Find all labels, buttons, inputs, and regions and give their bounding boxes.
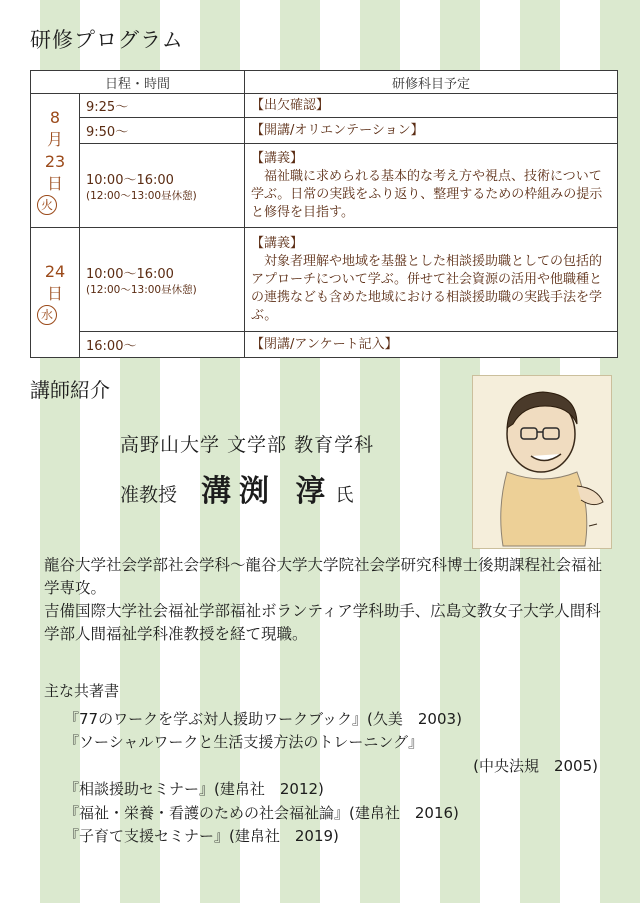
subject-head: 【出欠確認】 bbox=[251, 97, 330, 113]
subject-cell bbox=[245, 332, 618, 358]
weekday-badge: 火 bbox=[37, 195, 57, 215]
instructor-honorific: 氏 bbox=[335, 485, 354, 506]
works-list-section bbox=[44, 680, 604, 849]
date-day: 24 bbox=[44, 261, 66, 281]
table-row bbox=[31, 332, 618, 358]
works-list bbox=[44, 708, 604, 849]
table-row bbox=[31, 94, 618, 118]
instructor-caricature-image bbox=[472, 375, 612, 549]
list-item: 『77のワークを学ぶ対人援助ワークブック』(久美 2003) bbox=[64, 709, 462, 728]
subject-head: 【講義】 bbox=[251, 235, 304, 251]
header-time: 日程・時間 bbox=[31, 71, 245, 94]
date-day-unit: 日 bbox=[46, 173, 63, 193]
date-month-unit: 月 bbox=[46, 129, 63, 149]
instructor-name-line bbox=[120, 466, 353, 510]
table-header-row bbox=[31, 71, 618, 94]
date-day: 23 bbox=[44, 151, 66, 171]
table-row bbox=[31, 118, 618, 144]
subject-head: 【開講/オリエンテーション】 bbox=[251, 122, 424, 138]
subject-desc: 福祉職に求められる基本的な考え方や視点、技術について学ぶ。日常の実践をふり返り、整理するための枠組みの提示と修得を目指す。 bbox=[251, 168, 603, 220]
time-cell: 16:00～ bbox=[80, 332, 245, 358]
instructor-bio bbox=[44, 554, 614, 646]
time-sub: (12:00～13:00昼休憩) bbox=[86, 283, 197, 296]
subject-head: 【閉講/アンケート記入】 bbox=[251, 336, 398, 352]
time-cell: 9:50～ bbox=[80, 118, 245, 144]
header-subject: 研修科目予定 bbox=[245, 71, 618, 94]
subject-cell bbox=[245, 144, 618, 228]
time-main: 10:00～16:00 bbox=[86, 172, 174, 188]
table-row bbox=[31, 228, 618, 332]
instructor-name: 溝渕 淳 bbox=[201, 474, 334, 509]
list-item: 『福祉・栄養・看護のための社会福祉論』(建帛社 2016) bbox=[64, 803, 459, 822]
instructor-heading: 講師紹介 bbox=[30, 378, 110, 402]
list-item: 『子育て支援セミナー』(建帛社 2019) bbox=[64, 827, 339, 845]
date-day2 bbox=[31, 228, 80, 358]
date-day-unit: 日 bbox=[46, 283, 63, 303]
instructor-affiliation: 高野山大学 文学部 教育学科 bbox=[120, 434, 375, 456]
works-title: 主な共著書 bbox=[44, 682, 120, 700]
time-cell bbox=[80, 228, 245, 332]
date-month: 8 bbox=[49, 107, 61, 127]
instructor-rank: 准教授 bbox=[120, 484, 178, 506]
list-item: (中央法規 2005) bbox=[473, 756, 598, 775]
time-main: 10:00～16:00 bbox=[86, 266, 174, 282]
bio-paragraph: 龍谷大学社会学部社会学科～龍谷大学大学院社会学研究科博士後期課程社会福祉学専攻。 bbox=[44, 556, 603, 597]
weekday-badge: 水 bbox=[37, 305, 57, 325]
page-title: 研修プログラム bbox=[30, 28, 184, 52]
subject-cell bbox=[245, 118, 618, 144]
caricature-illustration bbox=[473, 376, 611, 548]
list-item: 『相談援助セミナー』(建帛社 2012) bbox=[64, 780, 324, 798]
subject-cell bbox=[245, 94, 618, 118]
time-cell: 9:25～ bbox=[80, 94, 245, 118]
subject-desc: 対象者理解や地域を基盤とした相談援助職としての包括的アプローチについて学ぶ。併せて社会資源の活用や他職種との連携なども含めた地域における相談援助職の実践手法を学ぶ。 bbox=[251, 253, 603, 323]
bio-paragraph: 吉備国際大学社会福祉学部福祉ボランティア学科助手、広島文教女子大学人間科学部人間福祉学科准教授を経て現職。 bbox=[44, 602, 601, 643]
schedule-table bbox=[30, 70, 618, 358]
subject-cell bbox=[245, 228, 618, 332]
table-row bbox=[31, 144, 618, 228]
list-item: 『ソーシャルワークと生活支援方法のトレーニング』 bbox=[64, 733, 424, 751]
date-day1 bbox=[31, 94, 80, 228]
time-cell bbox=[80, 144, 245, 228]
time-sub: (12:00～13:00昼休憩) bbox=[86, 189, 197, 202]
subject-head: 【講義】 bbox=[251, 150, 304, 166]
